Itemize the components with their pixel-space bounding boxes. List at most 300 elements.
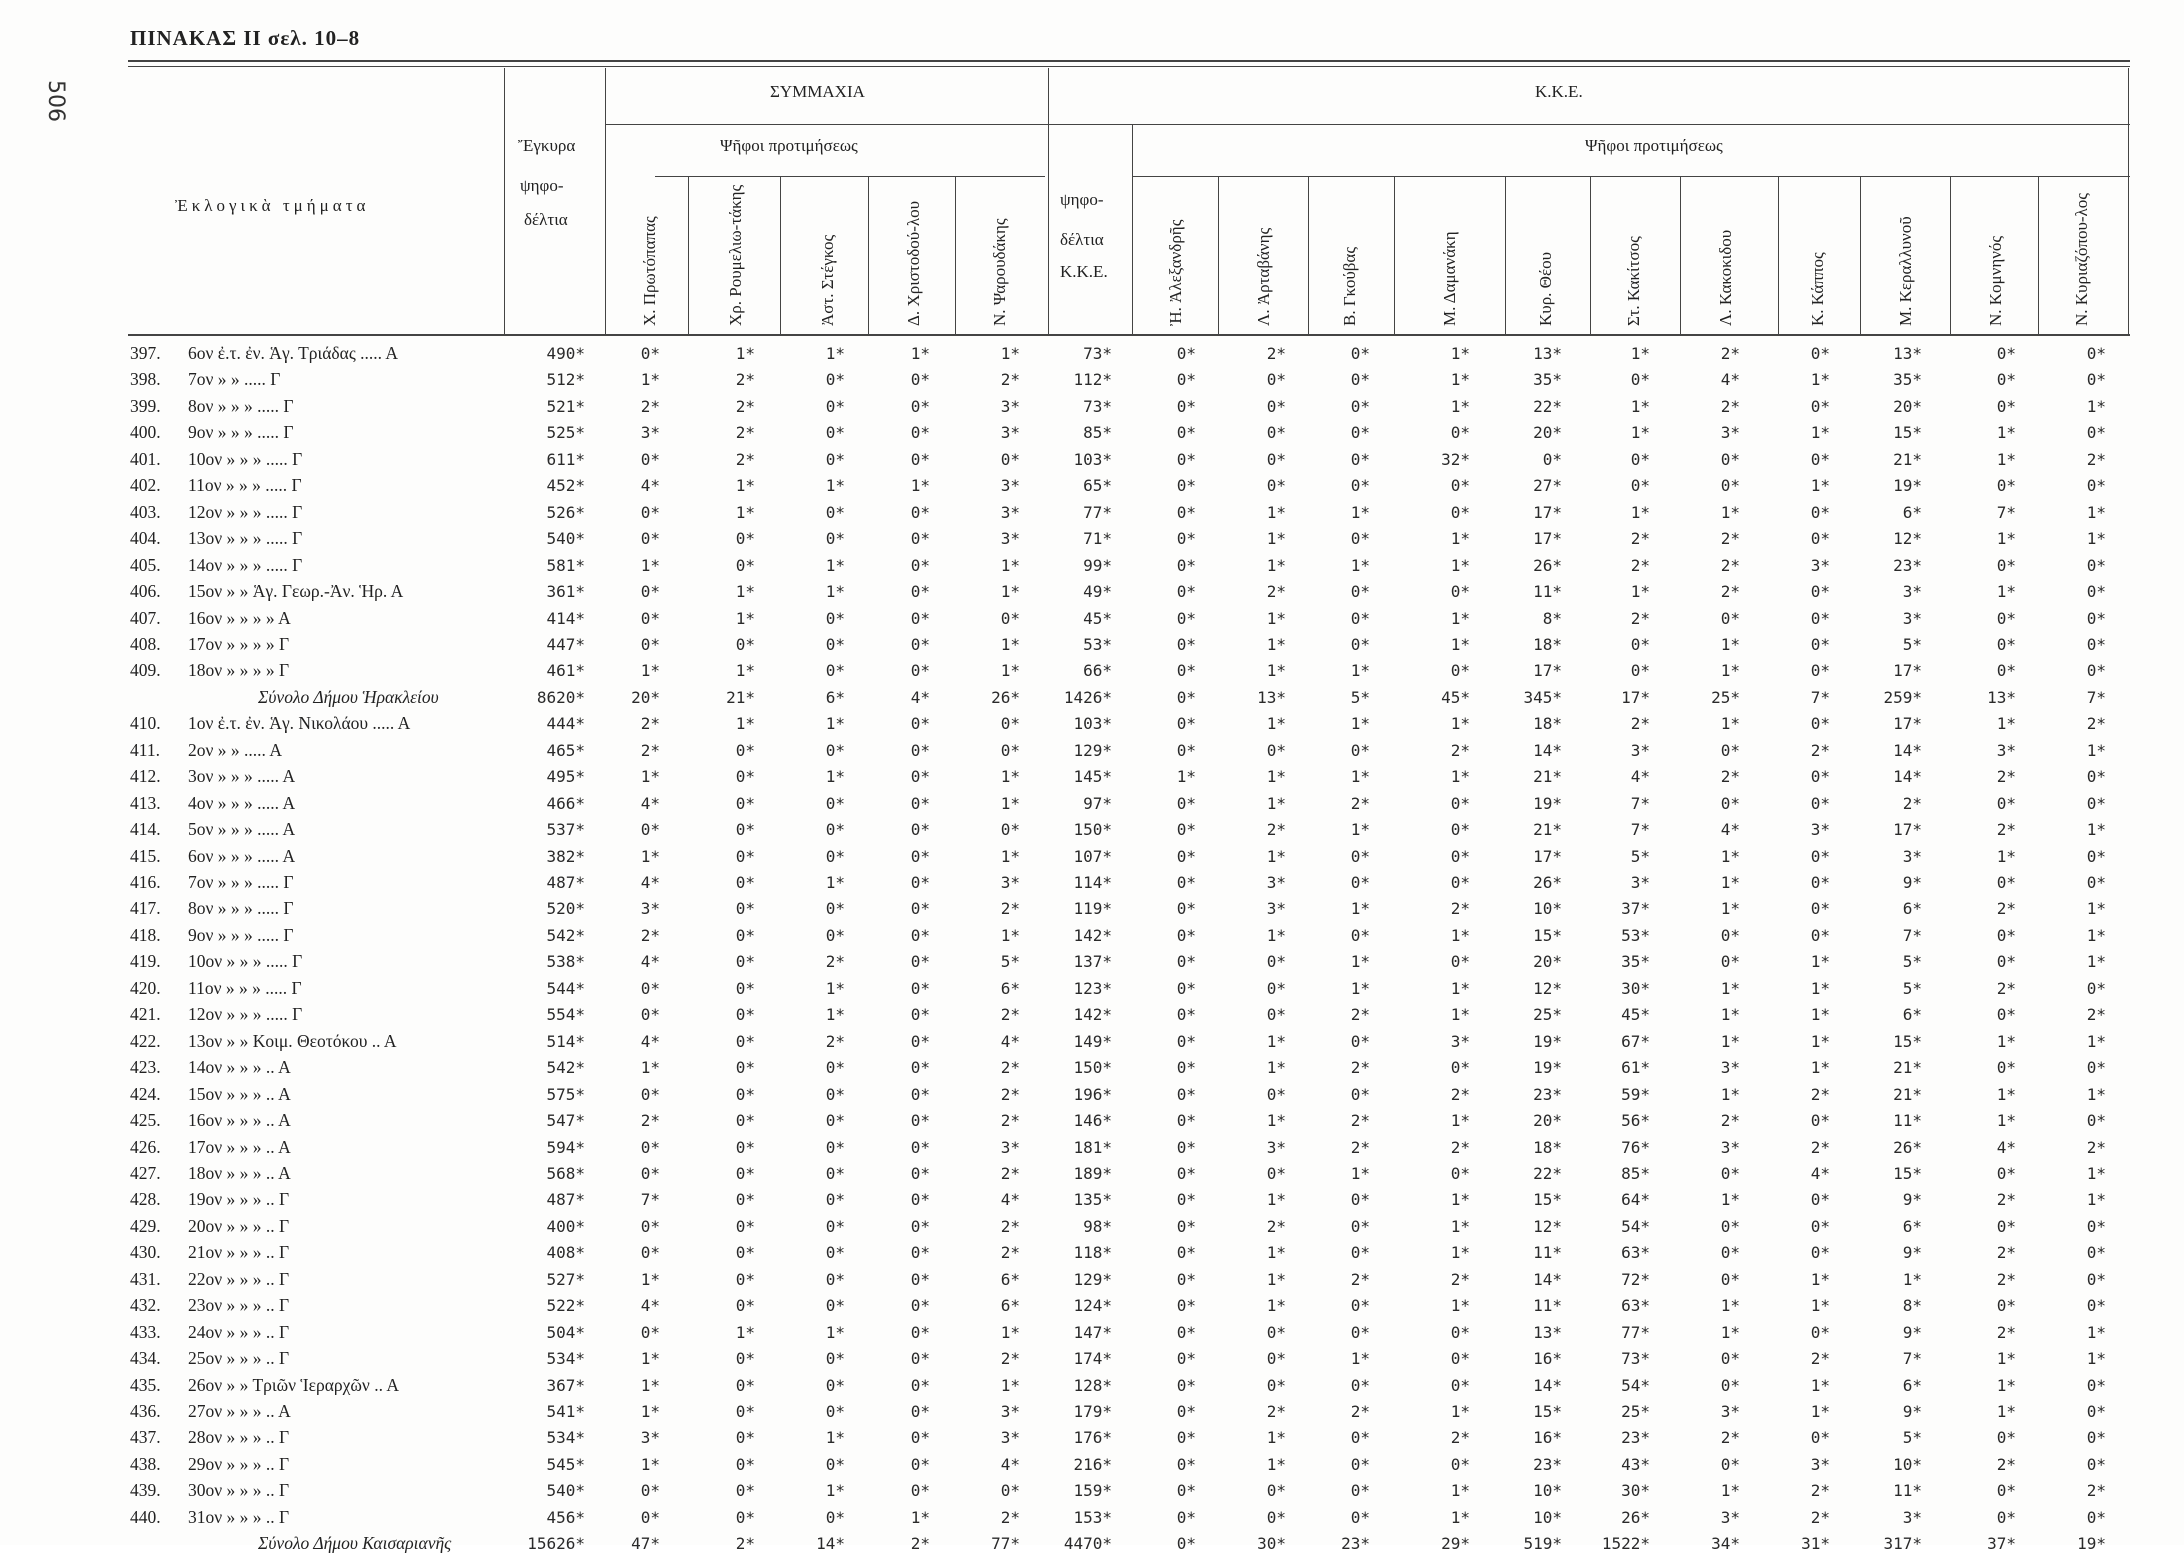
table-cell: 128* xyxy=(1073,1375,1112,1395)
table-row xyxy=(0,846,2184,872)
header-bottom-rule xyxy=(128,334,2130,336)
table-cell: 6* xyxy=(1902,502,1922,522)
kke-pref-rule xyxy=(1132,176,2130,177)
table-cell: 6* xyxy=(1000,978,1020,998)
table-cell: 0* xyxy=(2086,846,2106,866)
table-cell: 0* xyxy=(1720,608,1740,628)
valid-ballots-header-2: ψηφο- xyxy=(520,176,564,195)
table-cell: 0* xyxy=(1176,793,1196,813)
table-cell: 1* xyxy=(1266,529,1286,549)
table-cell: 0* xyxy=(1810,344,1830,363)
row-description: Σύνολο Δήμου Καισαριανῆς xyxy=(258,1533,452,1554)
table-cell: 0* xyxy=(1266,476,1286,496)
table-cell: 487* xyxy=(546,1190,585,1210)
table-cell: 21* xyxy=(1893,1084,1922,1104)
table-cell: 85* xyxy=(1621,1163,1650,1183)
table-cell: 0* xyxy=(2086,793,2106,813)
table-cell: 3* xyxy=(1266,1137,1286,1157)
table-cell: 1* xyxy=(1266,793,1286,813)
table-cell: 0* xyxy=(825,396,845,416)
table-cell: 21* xyxy=(1893,1058,1922,1078)
table-cell: 1* xyxy=(1266,846,1286,866)
table-cell: 0* xyxy=(910,1005,930,1025)
table-cell: 1* xyxy=(2086,1322,2106,1342)
table-cell: 1* xyxy=(1630,423,1650,443)
table-cell: 512* xyxy=(546,370,585,390)
table-cell: 150* xyxy=(1073,820,1112,840)
table-cell: 0* xyxy=(1630,634,1650,654)
table-cell: 0* xyxy=(1720,925,1740,945)
table-cell: 522* xyxy=(546,1296,585,1316)
table-cell: 20* xyxy=(1533,1111,1562,1131)
table-cell: 1* xyxy=(2086,529,2106,549)
table-cell: 99* xyxy=(1083,555,1112,575)
table-cell: 26* xyxy=(1621,1507,1650,1527)
table-cell: 575* xyxy=(546,1084,585,1104)
table-cell: 2* xyxy=(1450,1084,1470,1104)
table-cell: 0* xyxy=(640,820,660,840)
table-cell: 174* xyxy=(1073,1349,1112,1369)
table-cell: 1* xyxy=(1266,1296,1286,1316)
table-cell: 2* xyxy=(1996,899,2016,919)
table-cell: 3* xyxy=(1000,423,1020,443)
table-cell: 0* xyxy=(1996,1005,2016,1025)
table-cell: 541* xyxy=(546,1402,585,1421)
table-cell: 5* xyxy=(1000,952,1020,972)
row-description: 18ον » » » » Γ xyxy=(188,660,290,681)
table-cell: 0* xyxy=(1350,344,1370,363)
row-label xyxy=(130,819,505,840)
row-label xyxy=(130,634,505,655)
table-cell: 2* xyxy=(1000,1111,1020,1131)
table-cell: 0* xyxy=(1996,344,2016,363)
table-cell: 7* xyxy=(1630,820,1650,840)
row-label xyxy=(130,1084,505,1105)
table-cell: 444* xyxy=(546,714,585,734)
table-cell: 0* xyxy=(1000,608,1020,628)
table-cell: 12* xyxy=(1533,978,1562,998)
candidate-header: Ἀστ. Στέγκος xyxy=(818,234,837,326)
table-cell: 0* xyxy=(640,529,660,549)
table-cell: 9* xyxy=(1902,1243,1922,1263)
table-cell: 9* xyxy=(1902,1402,1922,1421)
table-cell: 8620* xyxy=(536,687,585,707)
table-cell: 1* xyxy=(1810,1005,1830,1025)
table-cell: 361* xyxy=(546,582,585,602)
table-cell: 0* xyxy=(1266,423,1286,443)
table-cell: 47* xyxy=(631,1534,660,1554)
candidate-header: Β. Γκούβας xyxy=(1340,246,1359,326)
table-cell: 0* xyxy=(2086,1507,2106,1527)
table-cell: 8* xyxy=(1902,1296,1922,1316)
table-cell: 2* xyxy=(1266,344,1286,363)
table-cell: 145* xyxy=(1073,767,1112,787)
table-cell: 1* xyxy=(1720,661,1740,681)
table-cell: 2* xyxy=(1902,793,1922,813)
table-cell: 0* xyxy=(825,820,845,840)
table-cell: 0* xyxy=(1176,873,1196,892)
table-cell: 1* xyxy=(1266,714,1286,734)
table-cell: 23* xyxy=(1341,1534,1370,1554)
table-cell: 0* xyxy=(1996,396,2016,416)
table-cell: 0* xyxy=(735,978,755,998)
table-row xyxy=(0,369,2184,395)
table-cell: 0* xyxy=(1450,476,1470,496)
table-cell: 521* xyxy=(546,396,585,416)
table-cell: 3* xyxy=(1996,740,2016,760)
table-cell: 0* xyxy=(825,1190,845,1210)
table-cell: 3* xyxy=(1810,555,1830,575)
row-label xyxy=(130,872,505,893)
table-cell: 0* xyxy=(910,740,930,760)
table-cell: 0* xyxy=(1996,1507,2016,1527)
table-cell: 17* xyxy=(1893,820,1922,840)
table-cell: 17* xyxy=(1621,687,1650,707)
table-cell: 2* xyxy=(1350,1402,1370,1421)
table-cell: 142* xyxy=(1073,1005,1112,1025)
table-cell: 0* xyxy=(1450,502,1470,522)
row-description: 6ον ἐ.τ. ἐν. Ἁγ. Τριάδας ..... Α xyxy=(188,343,399,363)
table-cell: 0* xyxy=(1810,582,1830,602)
table-cell: 216* xyxy=(1073,1454,1112,1474)
row-label xyxy=(130,1480,505,1501)
row-description: 12ον » » » ..... Γ xyxy=(188,501,303,522)
table-cell: 0* xyxy=(825,608,845,628)
table-row xyxy=(0,1507,2184,1533)
col-divider xyxy=(1048,68,1049,334)
table-cell: 0* xyxy=(825,449,845,469)
table-cell: 6* xyxy=(1902,1216,1922,1236)
table-cell: 1* xyxy=(735,344,755,363)
table-cell: 0* xyxy=(1350,423,1370,443)
table-cell: 0* xyxy=(1176,634,1196,654)
table-cell: 17* xyxy=(1533,661,1562,681)
table-cell: 0* xyxy=(640,1243,660,1263)
table-cell: 7* xyxy=(2086,687,2106,707)
table-cell: 1* xyxy=(1720,1481,1740,1501)
table-cell: 2* xyxy=(735,396,755,416)
table-cell: 13* xyxy=(1257,687,1286,707)
row-number: 439. xyxy=(130,1480,161,1501)
table-cell: 26* xyxy=(1893,1137,1922,1157)
table-cell: 21* xyxy=(726,687,755,707)
table-cell: 1* xyxy=(1720,634,1740,654)
table-cell: 0* xyxy=(640,502,660,522)
table-cell: 0* xyxy=(640,344,660,363)
row-description: 30ον » » » .. Γ xyxy=(188,1480,290,1501)
table-row xyxy=(0,502,2184,528)
col-divider xyxy=(1132,124,1133,334)
row-description: 23ον » » » .. Γ xyxy=(188,1295,290,1316)
table-cell: 7* xyxy=(1902,1349,1922,1369)
table-cell: 0* xyxy=(1176,1534,1196,1554)
table-cell: 504* xyxy=(546,1322,585,1342)
table-cell: 1* xyxy=(1450,608,1470,628)
valid-ballots-header-3: δέλτια xyxy=(524,210,568,229)
table-cell: 0* xyxy=(1350,846,1370,866)
row-label xyxy=(130,766,505,787)
row-description: 4ον » » » ..... Α xyxy=(188,792,296,813)
row-label xyxy=(130,687,505,708)
candidate-header: Στ. Κακίτσος xyxy=(1624,236,1643,326)
col-divider xyxy=(1778,176,1779,334)
table-cell: 2* xyxy=(1350,793,1370,813)
candidate-header: Μ. Κεραλλυνοῦ xyxy=(1896,216,1915,326)
table-cell: 1* xyxy=(1350,767,1370,787)
table-cell: 15* xyxy=(1893,1163,1922,1183)
table-cell: 0* xyxy=(735,1243,755,1263)
table-cell: 4* xyxy=(640,1031,660,1051)
table-row xyxy=(0,528,2184,554)
table-cell: 123* xyxy=(1073,978,1112,998)
table-cell: 0* xyxy=(825,502,845,522)
table-cell: 53* xyxy=(1621,925,1650,945)
table-row xyxy=(0,1348,2184,1374)
table-cell: 594* xyxy=(546,1137,585,1157)
table-cell: 0* xyxy=(735,634,755,654)
table-cell: 5* xyxy=(1350,687,1370,707)
table-cell: 7* xyxy=(1996,502,2016,522)
table-cell: 0* xyxy=(910,846,930,866)
table-cell: 1* xyxy=(640,555,660,575)
table-cell: 0* xyxy=(1720,1349,1740,1369)
table-cell: 0* xyxy=(1720,1269,1740,1289)
row-label xyxy=(130,1242,505,1263)
table-cell: 0* xyxy=(735,1507,755,1527)
table-cell: 0* xyxy=(735,1005,755,1025)
table-row xyxy=(0,1057,2184,1083)
table-cell: 142* xyxy=(1073,925,1112,945)
table-cell: 107* xyxy=(1073,846,1112,866)
table-row xyxy=(0,1322,2184,1348)
table-cell: 15* xyxy=(1893,1031,1922,1051)
col-divider xyxy=(955,176,956,334)
candidate-header: Κυρ. Θέου xyxy=(1536,251,1555,326)
table-cell: 0* xyxy=(1810,661,1830,681)
table-cell: 534* xyxy=(546,1349,585,1369)
table-cell: 77* xyxy=(991,1534,1020,1554)
table-cell: 29* xyxy=(1441,1534,1470,1554)
table-cell: 10* xyxy=(1533,899,1562,919)
table-cell: 21* xyxy=(1893,449,1922,469)
table-cell: 0* xyxy=(910,1137,930,1157)
table-cell: 2* xyxy=(1720,344,1740,363)
table-cell: 0* xyxy=(910,1243,930,1263)
table-cell: 37* xyxy=(1987,1534,2016,1554)
table-cell: 0* xyxy=(1350,1243,1370,1263)
table-cell: 0* xyxy=(1630,476,1650,496)
table-cell: 54* xyxy=(1621,1216,1650,1236)
table-cell: 1* xyxy=(1350,661,1370,681)
row-description: 25ον » » » .. Γ xyxy=(188,1348,290,1369)
table-cell: 77* xyxy=(1621,1322,1650,1342)
table-cell: 1* xyxy=(1350,820,1370,840)
table-cell: 0* xyxy=(2086,1269,2106,1289)
table-cell: 0* xyxy=(735,1031,755,1051)
table-cell: 0* xyxy=(1810,608,1830,628)
row-number: 399. xyxy=(130,395,161,416)
table-cell: 3* xyxy=(1000,529,1020,549)
table-cell: 1* xyxy=(1450,714,1470,734)
table-cell: 0* xyxy=(1350,1216,1370,1236)
row-number: 418. xyxy=(130,924,161,945)
table-cell: 0* xyxy=(2086,634,2106,654)
table-cell: 1* xyxy=(1996,1402,2016,1421)
table-cell: 0* xyxy=(1810,1190,1830,1210)
table-cell: 495* xyxy=(546,767,585,787)
table-cell: 1* xyxy=(1266,925,1286,945)
row-number: 424. xyxy=(130,1083,161,1104)
group-rule xyxy=(605,124,2130,125)
table-cell: 97* xyxy=(1083,793,1112,813)
row-label xyxy=(130,1507,505,1528)
table-cell: 1* xyxy=(1000,925,1020,945)
table-cell: 0* xyxy=(910,1058,930,1078)
table-cell: 0* xyxy=(1720,449,1740,469)
table-cell: 2* xyxy=(1266,1402,1286,1421)
table-cell: 7* xyxy=(1902,925,1922,945)
table-cell: 0* xyxy=(825,1375,845,1395)
row-number: 407. xyxy=(130,607,161,628)
table-cell: 1* xyxy=(1266,608,1286,628)
table-cell: 1* xyxy=(1720,899,1740,919)
table-row xyxy=(0,1031,2184,1057)
table-cell: 76* xyxy=(1621,1137,1650,1157)
table-cell: 1* xyxy=(735,502,755,522)
row-description: 15ον » » Ἁγ. Γεωρ.-Ἀν. Ἡρ. Α xyxy=(188,581,404,602)
table-cell: 32* xyxy=(1441,449,1470,469)
table-cell: 18* xyxy=(1533,714,1562,734)
row-number: 434. xyxy=(130,1348,161,1369)
table-cell: 1* xyxy=(1450,344,1470,363)
row-number: 419. xyxy=(130,951,161,972)
top-rule xyxy=(128,60,2130,62)
row-number: 438. xyxy=(130,1453,161,1474)
row-number: 422. xyxy=(130,1030,161,1051)
table-cell: 0* xyxy=(2086,1058,2106,1078)
table-cell: 2* xyxy=(640,396,660,416)
table-cell: 0* xyxy=(1810,634,1830,654)
table-cell: 0* xyxy=(1176,555,1196,575)
table-cell: 0* xyxy=(1810,846,1830,866)
table-cell: 1* xyxy=(735,476,755,496)
table-cell: 0* xyxy=(1450,582,1470,602)
col-divider xyxy=(605,68,606,334)
table-cell: 0* xyxy=(1996,952,2016,972)
table-cell: 0* xyxy=(1810,1216,1830,1236)
table-cell: 1* xyxy=(1000,846,1020,866)
table-cell: 129* xyxy=(1073,1269,1112,1289)
row-description: 10ον » » » ..... Γ xyxy=(188,951,303,972)
table-cell: 1* xyxy=(1266,502,1286,522)
table-cell: 2* xyxy=(1000,1349,1020,1369)
table-cell: 1* xyxy=(1996,846,2016,866)
col-divider xyxy=(1950,176,1951,334)
table-cell: 1* xyxy=(1902,1269,1922,1289)
table-cell: 2* xyxy=(1000,1216,1020,1236)
table-cell: 1* xyxy=(1000,1375,1020,1395)
table-row xyxy=(0,1269,2184,1295)
row-description: 22ον » » » .. Γ xyxy=(188,1268,290,1289)
total-row xyxy=(0,687,2184,713)
table-cell: 3* xyxy=(1266,899,1286,919)
table-cell: 2* xyxy=(735,449,755,469)
table-cell: 0* xyxy=(1350,529,1370,549)
row-description: 28ον » » » .. Γ xyxy=(188,1427,290,1448)
table-cell: 0* xyxy=(910,608,930,628)
table-cell: 0* xyxy=(1266,1322,1286,1342)
table-row xyxy=(0,608,2184,634)
table-cell: 1* xyxy=(1720,1031,1740,1051)
table-cell: 0* xyxy=(2086,767,2106,787)
table-cell: 1* xyxy=(1720,1084,1740,1104)
table-cell: 0* xyxy=(1176,820,1196,840)
table-cell: 0* xyxy=(825,1402,845,1421)
table-cell: 0* xyxy=(735,820,755,840)
table-row xyxy=(0,449,2184,475)
table-cell: 26* xyxy=(1533,555,1562,575)
table-cell: 20* xyxy=(1893,396,1922,416)
table-row xyxy=(0,343,2184,369)
table-cell: 17* xyxy=(1893,714,1922,734)
table-cell: 0* xyxy=(825,423,845,443)
table-cell: 0* xyxy=(910,767,930,787)
candidate-header: Ν. Κομνηνός xyxy=(1986,235,2005,326)
table-cell: 0* xyxy=(735,1084,755,1104)
table-cell: 1* xyxy=(1450,1402,1470,1421)
table-cell: 0* xyxy=(1176,1481,1196,1501)
table-cell: 1* xyxy=(1450,555,1470,575)
candidate-header: Λ. Κακοκιδου xyxy=(1716,229,1735,326)
table-cell: 2* xyxy=(1720,1428,1740,1448)
table-cell: 0* xyxy=(910,1269,930,1289)
table-cell: 1* xyxy=(1176,767,1196,787)
table-cell: 2* xyxy=(1450,899,1470,919)
table-cell: 0* xyxy=(1176,925,1196,945)
table-cell: 1* xyxy=(1810,476,1830,496)
table-cell: 1* xyxy=(1996,714,2016,734)
table-row xyxy=(0,1004,2184,1030)
table-cell: 2* xyxy=(1810,1481,1830,1501)
table-cell: 22* xyxy=(1533,396,1562,416)
candidate-header: Χρ. Ρουμελιω-τάκης xyxy=(726,184,745,326)
table-cell: 10* xyxy=(1893,1454,1922,1474)
table-cell: 12* xyxy=(1533,1216,1562,1236)
table-cell: 63* xyxy=(1621,1243,1650,1263)
table-row xyxy=(0,1163,2184,1189)
table-cell: 0* xyxy=(1630,661,1650,681)
table-cell: 568* xyxy=(546,1163,585,1183)
table-cell: 0* xyxy=(640,1163,660,1183)
table-cell: 0* xyxy=(1350,1481,1370,1501)
table-cell: 3* xyxy=(1000,873,1020,892)
table-cell: 0* xyxy=(1176,423,1196,443)
table-cell: 2* xyxy=(1720,767,1740,787)
table-cell: 0* xyxy=(910,1216,930,1236)
table-row xyxy=(0,872,2184,898)
table-cell: 3* xyxy=(1630,740,1650,760)
table-cell: 66* xyxy=(1083,661,1112,681)
table-cell: 1* xyxy=(1266,767,1286,787)
table-cell: 0* xyxy=(825,1349,845,1369)
table-cell: 1* xyxy=(1450,1190,1470,1210)
table-cell: 0* xyxy=(825,1296,845,1316)
table-cell: 0* xyxy=(825,846,845,866)
table-cell: 53* xyxy=(1083,634,1112,654)
table-cell: 0* xyxy=(1810,1428,1830,1448)
table-cell: 3* xyxy=(640,423,660,443)
table-cell: 0* xyxy=(1176,582,1196,602)
